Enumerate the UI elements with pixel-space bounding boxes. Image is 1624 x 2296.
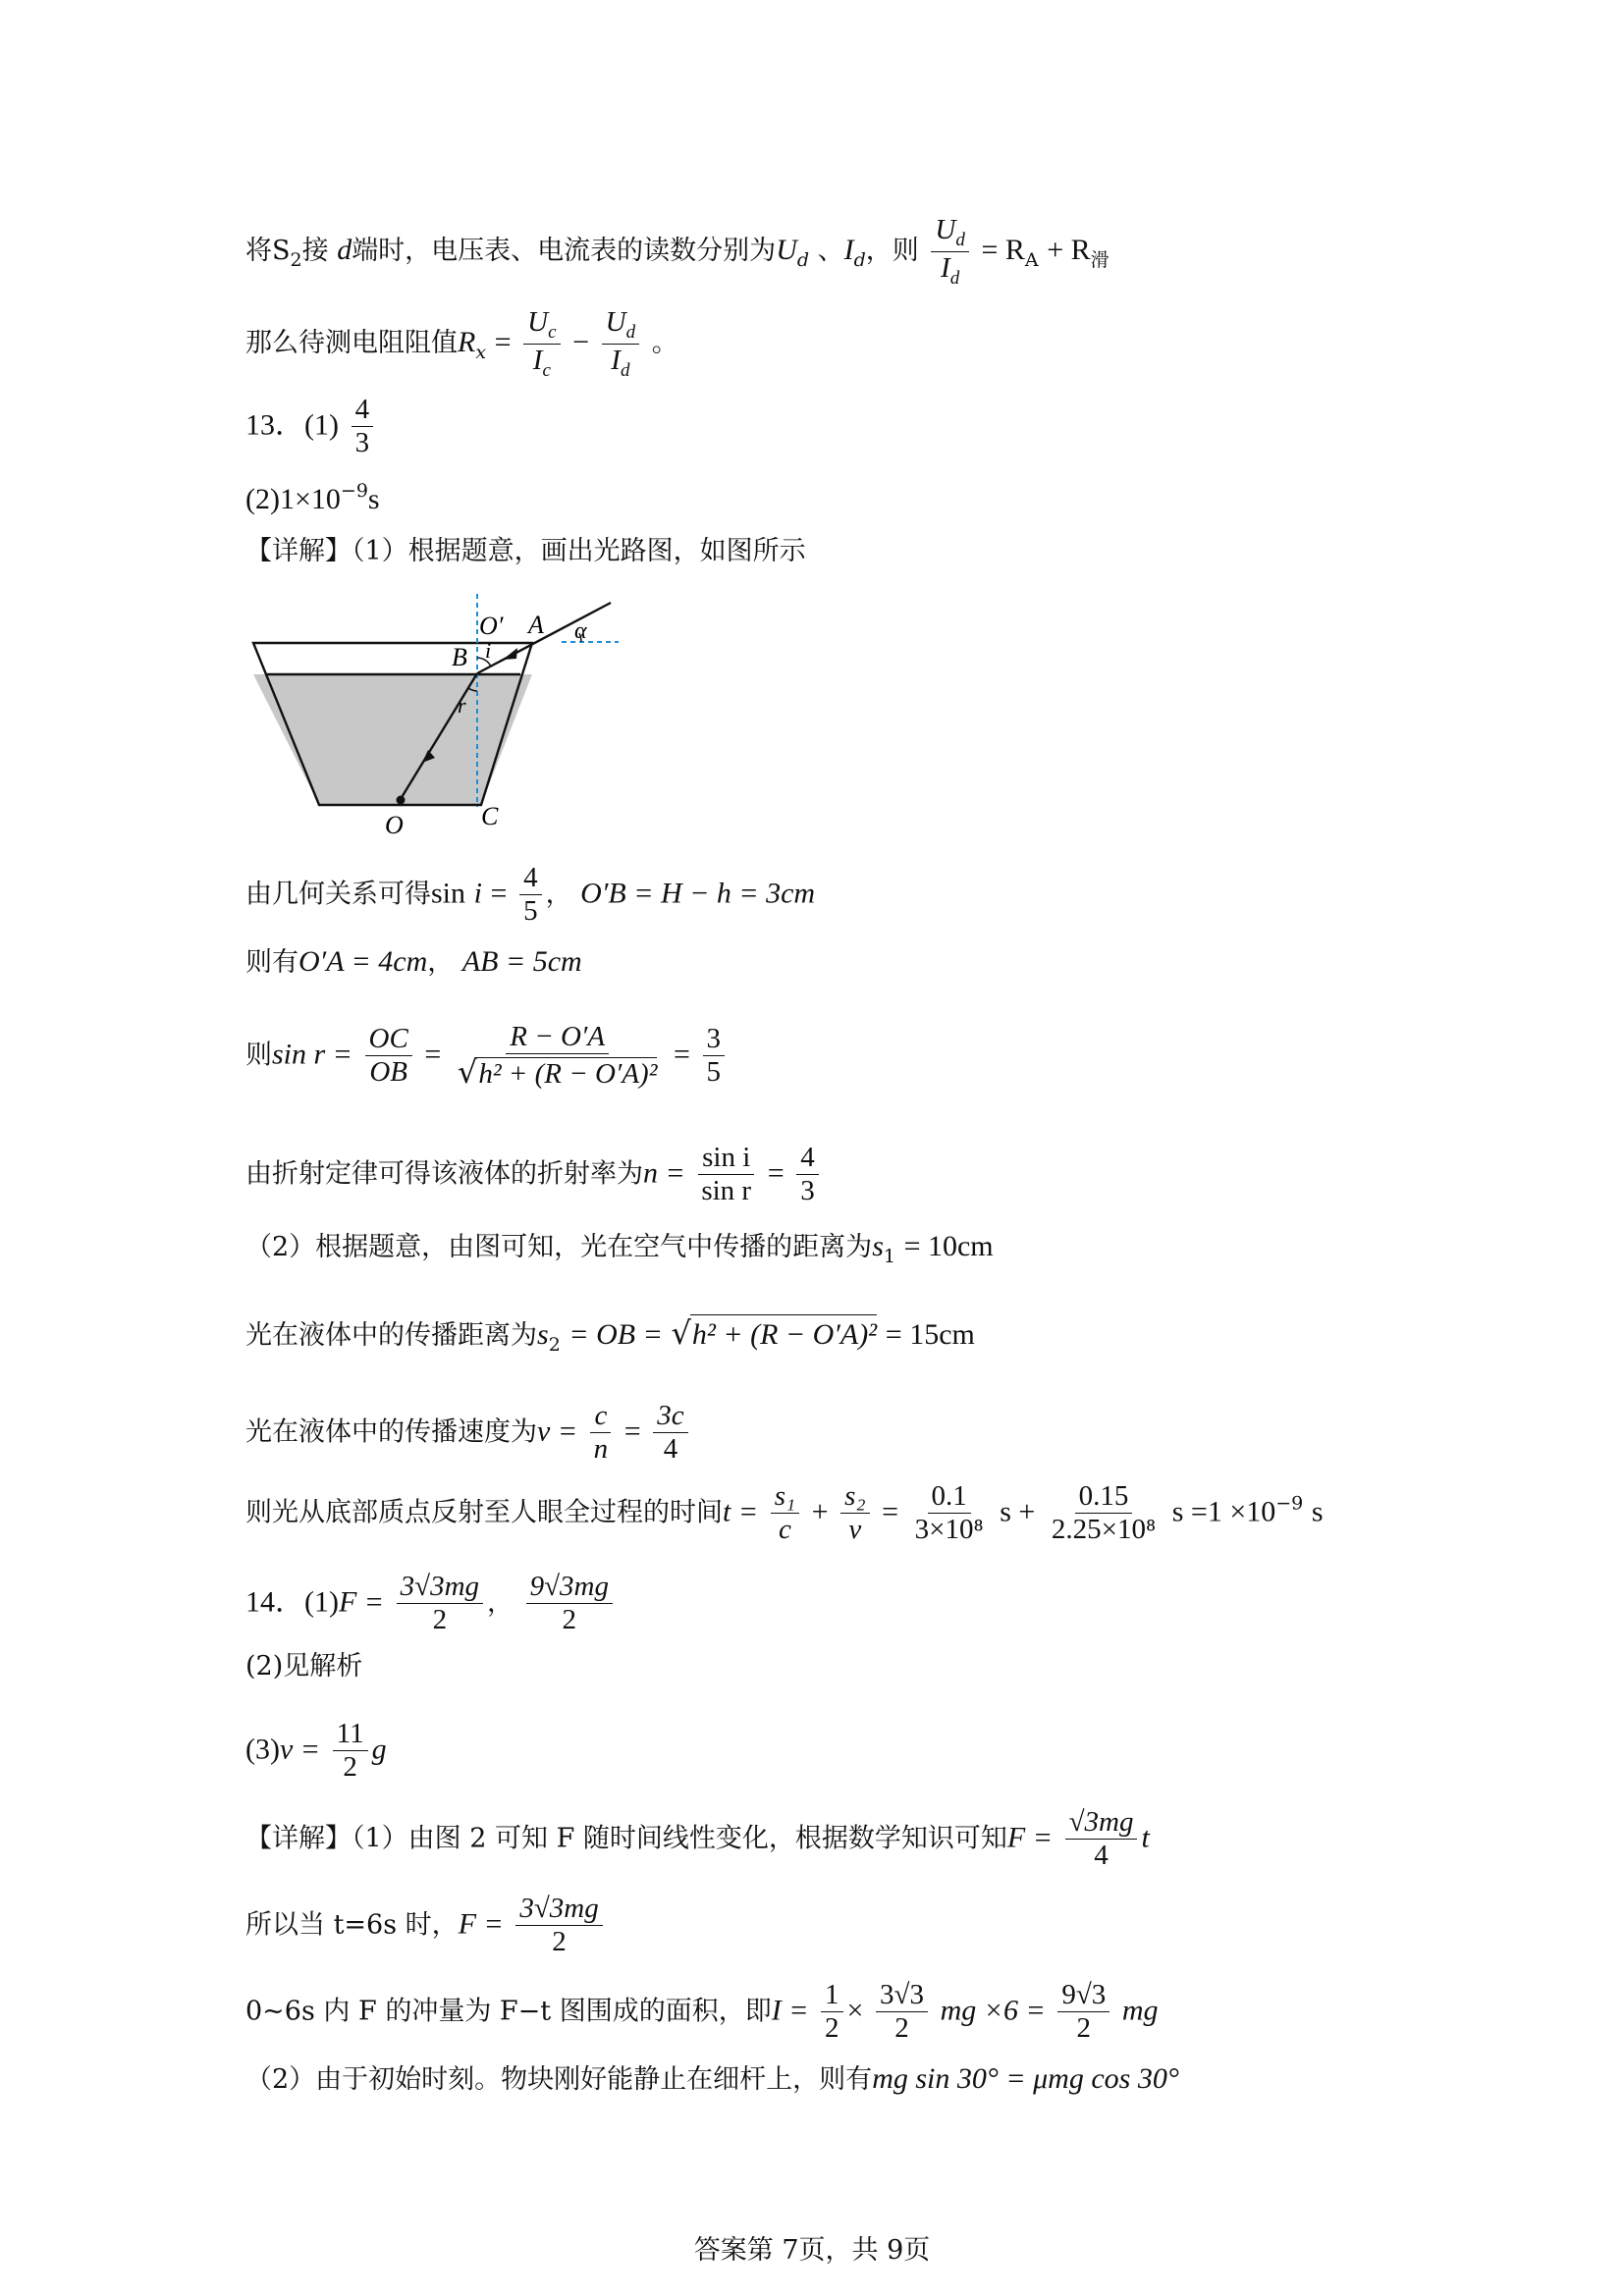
q14-detail-2: 所以当 t=6s 时，F = $\frac{3√3mg}{2}$ [245, 1893, 607, 1959]
q14-detail-3: 0~6s 内 F 的冲量为 F−t 图围成的面积，即I = $\frac{1}{2}$ × $\frac{3√3}{2}$ mg ×6 = $\frac{9√3}{2}$ mg [245, 1979, 1159, 2045]
q13-answer-1: 13．(1) $\frac{4}{3}$ [245, 394, 377, 460]
q14-answer-1: 14．(1)F = $\frac{3√3mg}{2}$ ， $\frac{9√3mg}{2}$ [245, 1571, 617, 1637]
have-line: 则有O′A = 4cm， AB = 5cm [245, 945, 582, 978]
ud-over-id: $\frac{U_d}{I_d}$ [931, 214, 968, 290]
sinr-line: 则sin r = $\frac{OC}{OB}$ = $\frac{R - O'A}{\text{√h² + (R − O′A)²}}$ = $\frac{3}{5}$ [245, 1021, 729, 1092]
label-o-prime: O′ [479, 612, 504, 640]
refraction-line: 由折射定律可得该液体的折射率为n = $\frac{\text{sin i}}{\text{sin r}}$ = $\frac{4}{3}$ [245, 1142, 823, 1208]
page-footer: 答案第 7页，共 9页 [693, 2235, 931, 2266]
label-c: C [481, 802, 499, 830]
q14-answer-2: (2)见解析 [245, 1651, 363, 1682]
q14-detail-1: 【详解】（1）由图 2 可知 F 随时间线性变化，根据数学知识可知F = $\frac{√3mg}{4}$ t [245, 1806, 1150, 1872]
liquid-region [253, 674, 532, 805]
label-i: i [485, 638, 492, 663]
light-path-figure [245, 589, 628, 844]
label-a: A [528, 611, 544, 639]
q13-detail-heading: 【详解】（1）根据题意，画出光路图，如图所示 [245, 536, 806, 566]
line-rx: 那么待测电阻阻值$R_x$ = $\frac{U_c}{I_c}$ − $\frac{U_d}{I_d}$ 。 [245, 306, 678, 381]
geometry-line: 由几何关系可得sin i = $\frac{4}{5}$ ， O′B = H − h = 3cm [245, 862, 816, 928]
time-line: 则光从底部质点反射至人眼全过程的时间t = $\frac{\text{s₁}}{c}$ + $\frac{\text{s₂}}{v}$ = $\frac{0.1}{\text{3×10⁸}}$ s + $\frac{0.15}{\text{2.25×10⁸}}$ $s =1 \times 10^{-9}$ s [245, 1480, 1324, 1546]
label-r: r [458, 693, 466, 718]
label-b: B [452, 643, 467, 671]
speed-line: 光在液体中的传播速度为v = $\frac{c}{n}$ = $\frac{3c}{4}$ [245, 1400, 692, 1467]
q14-answer-3: (3)v = $\frac{11}{2}$ g [245, 1718, 387, 1784]
label-o: O [385, 811, 404, 839]
q13-answer-2: $(2)1\times 10^{-9}s$ [245, 480, 380, 515]
liquid-distance-line: 光在液体中的传播距离为$s_2$ = OB = √h² + (R − O′A)² = 15cm [245, 1314, 975, 1356]
part2-line: （2）根据题意，由图可知，光在空气中传播的距离为$s_1 = 10cm$ [245, 1230, 994, 1267]
q14-detail-4: （2）由于初始时刻。物块刚好能静止在细杆上，则有mg sin 30° = μmg cos 30° [245, 2062, 1179, 2095]
line-s2-to-d: 将$S_2$接 d端时，电压表、电流表的读数分别为$U_d$ 、$I_d$，则 $\frac{U_d}{I_d}$ = $R_A + R_滑$ [245, 214, 1110, 289]
label-alpha: α [574, 618, 587, 644]
